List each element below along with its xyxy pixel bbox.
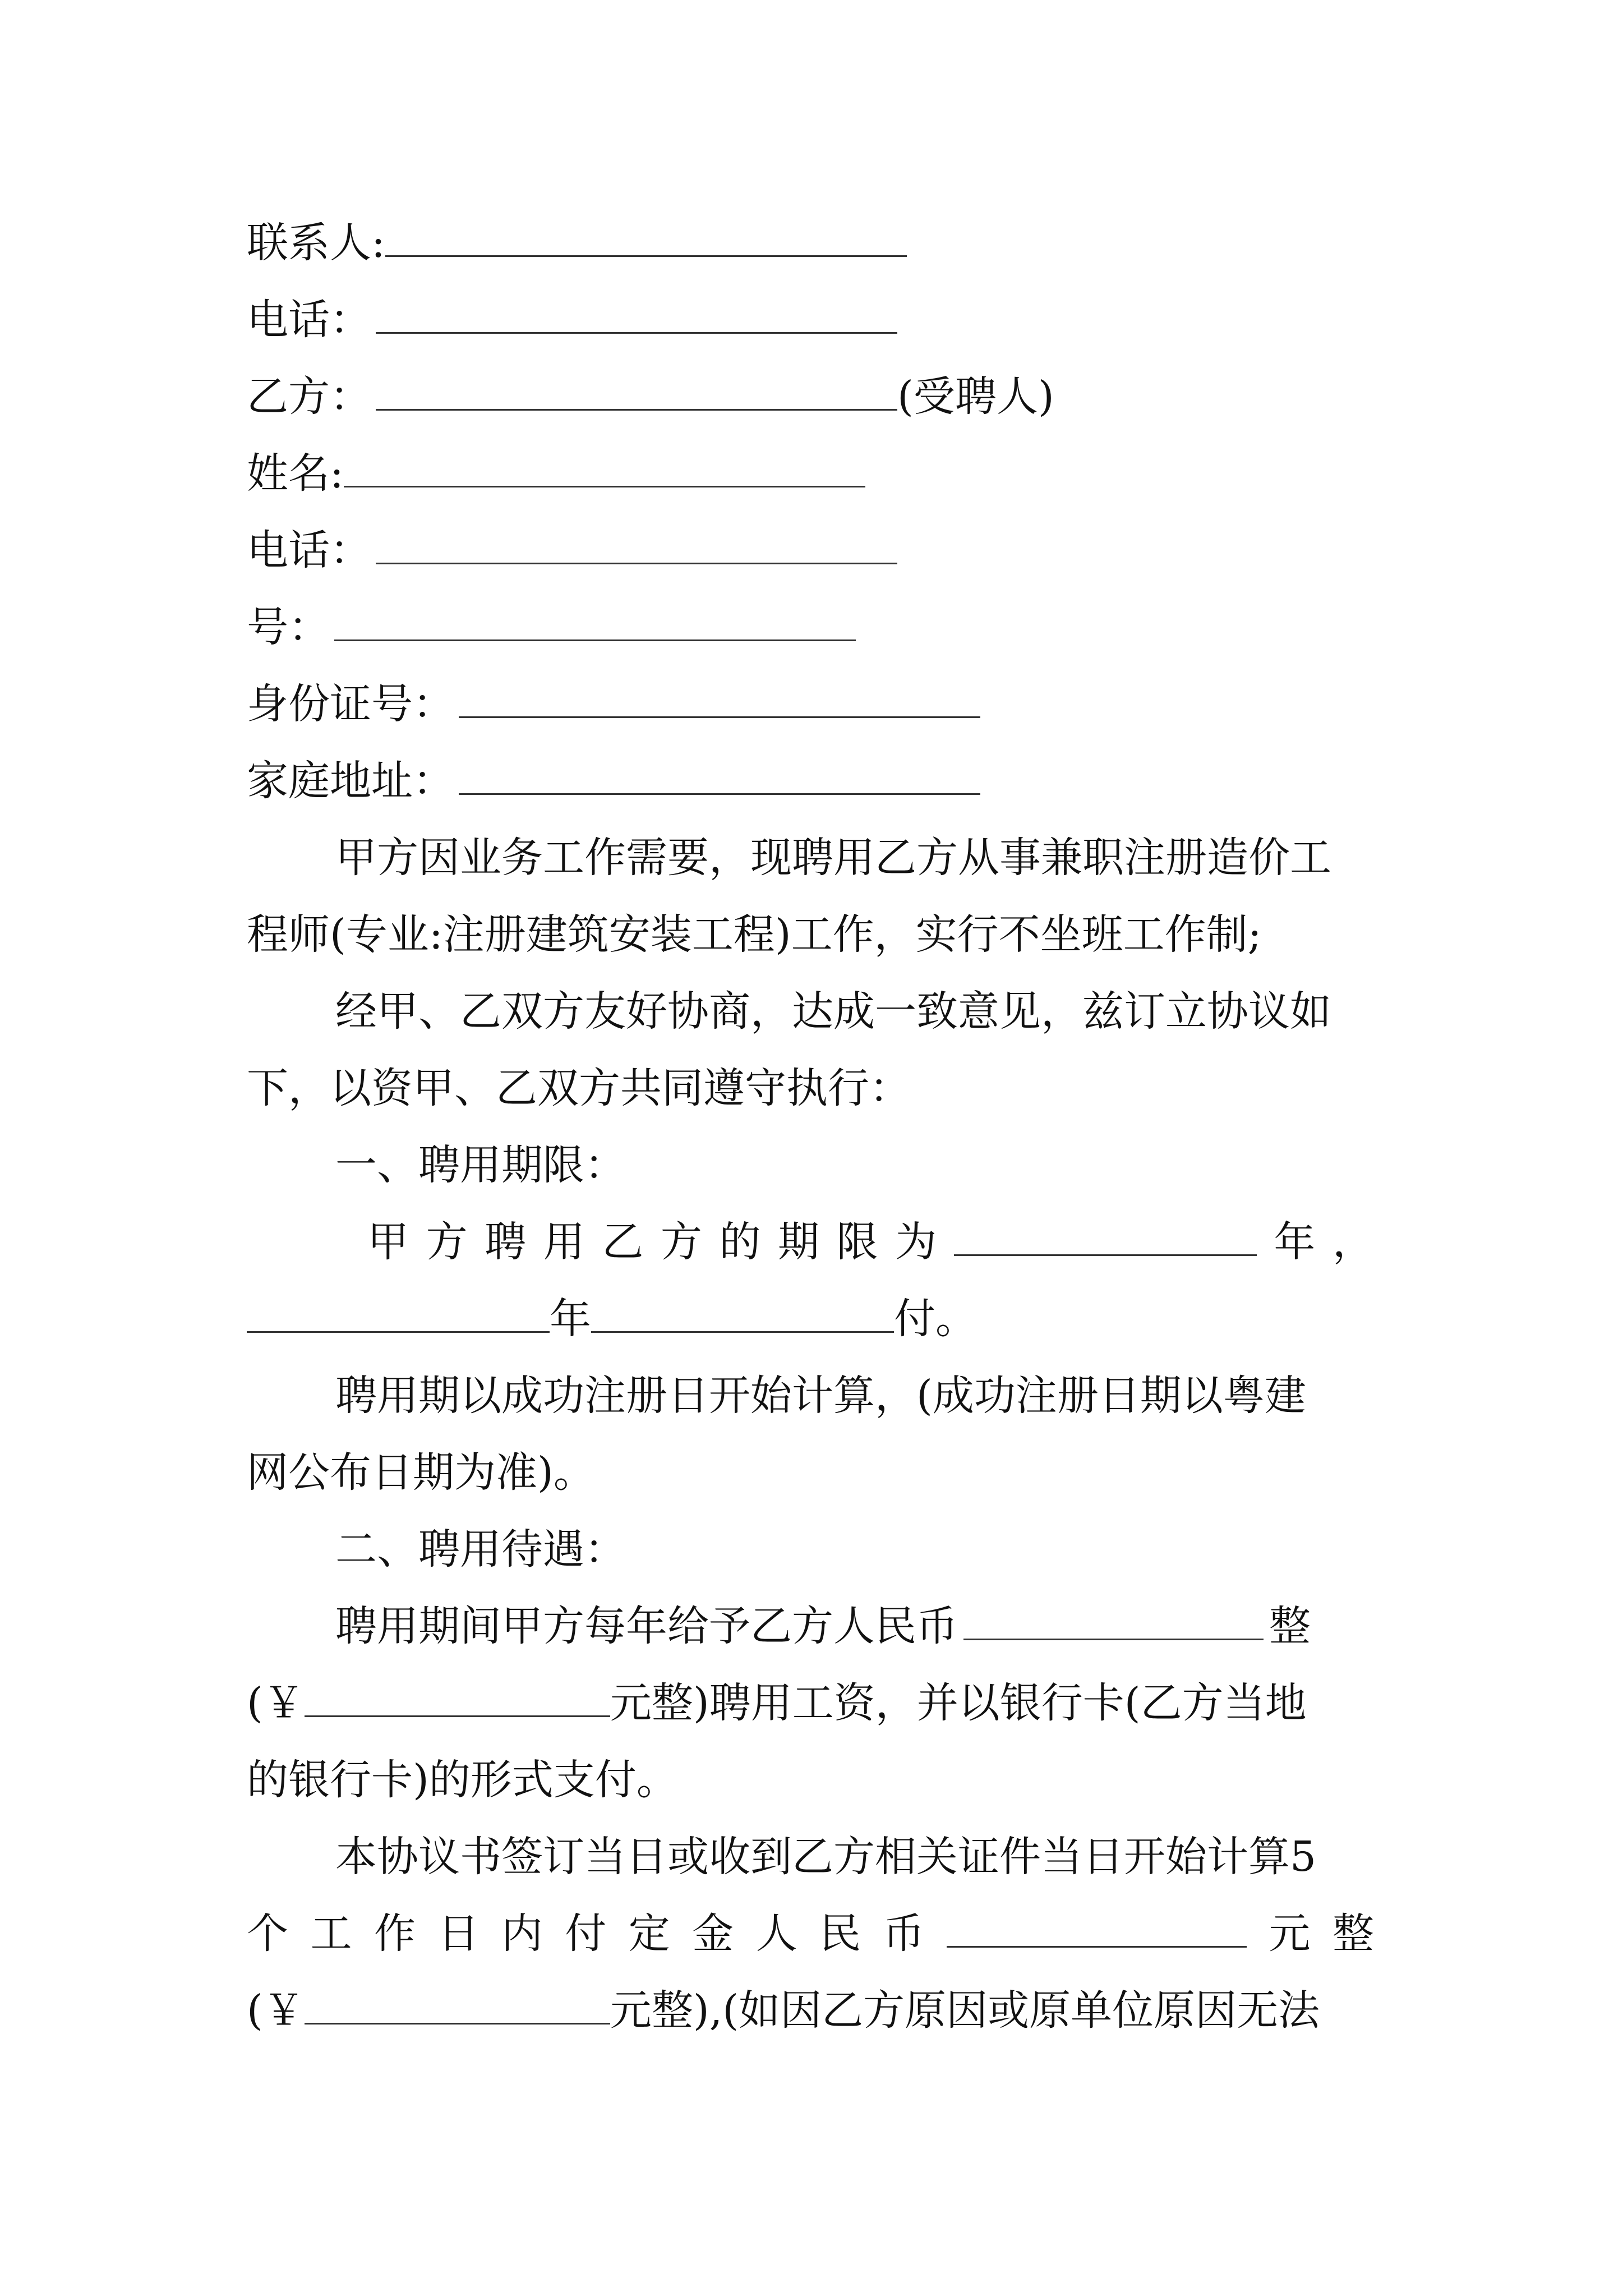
- deposit-char: 付: [565, 1910, 607, 1958]
- party-b-label: 乙方：: [247, 372, 371, 421]
- deposit-line-3-suffix: 元整),(如因乙方原因或原单位原因无法: [610, 1986, 1320, 2035]
- pay-amount-words-blank: [963, 1604, 1264, 1640]
- intro-line-2: 程师(专业:注册建筑安装工程)工作，实行不坐班工作制;: [247, 910, 1262, 959]
- deposit-char: 个: [247, 1910, 288, 1958]
- phone-blank: [376, 297, 897, 334]
- deposit-char: 人: [755, 1910, 797, 1958]
- period-line-1: 聘用期以成功注册日开始计算，(成功注册日期以粤建: [335, 1372, 1306, 1420]
- deposit-line-3: [247, 1982, 1374, 2039]
- pay-amount-blank: [305, 1681, 610, 1717]
- term-year-mark: 年: [1274, 1218, 1316, 1266]
- intro-line-3: 经甲、乙双方友好协商，达成一致意见，兹订立协议如: [335, 987, 1331, 1036]
- term-line-2-year: 年: [550, 1295, 591, 1343]
- term-char: 为: [895, 1218, 937, 1266]
- end-date-blank: [591, 1296, 894, 1333]
- term-line-1: [367, 1214, 1374, 1270]
- term-char: 聘: [485, 1218, 527, 1266]
- name-label: 姓名:: [247, 449, 344, 498]
- deposit-char: 作: [374, 1910, 416, 1958]
- address-blank: [459, 758, 980, 795]
- party-b-suffix: (受聘人): [897, 372, 1054, 421]
- name-blank: [344, 451, 865, 487]
- number-blank: [334, 605, 856, 641]
- term-char: 用: [543, 1218, 585, 1266]
- intro-line-1: 甲方因业务工作需要，现聘用乙方从事兼职注册造价工: [335, 834, 1331, 882]
- id-blank: [459, 682, 980, 718]
- deposit-char: 工: [310, 1910, 352, 1958]
- address-field: [247, 753, 1374, 809]
- deposit-char: 内: [501, 1910, 543, 1958]
- period-line-2: 网公布日期为准)。: [247, 1448, 595, 1497]
- phone-label: 电话：: [247, 296, 371, 344]
- term-char: 方: [660, 1218, 702, 1266]
- term-char: 的: [719, 1218, 761, 1266]
- term-char: 甲: [367, 1218, 409, 1266]
- deposit-line-2: [247, 1906, 1374, 1962]
- party-b-blank: [376, 374, 897, 411]
- phone-label: 电话：: [247, 526, 371, 574]
- start-date-blank: [247, 1296, 550, 1333]
- pay-line-1: [335, 1598, 1374, 1654]
- deposit-char: 民: [819, 1910, 861, 1958]
- term-years-blank: [954, 1220, 1257, 1256]
- address-label: 家庭地址：: [247, 757, 454, 805]
- pay-line-1-suffix: 整: [1269, 1602, 1311, 1650]
- term-char: 限: [836, 1218, 878, 1266]
- deposit-char: 日: [437, 1910, 479, 1958]
- term-line-2-end: 付。: [894, 1295, 977, 1343]
- deposit-suffix-char: 整: [1332, 1910, 1374, 1958]
- pay-line-3: 的银行卡)的形式支付。: [247, 1756, 678, 1804]
- pay-line-2: [247, 1675, 1374, 1731]
- term-line-2: [247, 1291, 1374, 1347]
- deposit-amount-words-blank: [947, 1911, 1247, 1948]
- contact-blank: [385, 220, 907, 257]
- deposit-char: 金: [692, 1910, 734, 1958]
- id-label: 身份证号：: [247, 680, 454, 728]
- contact-label: 联系人:: [247, 219, 385, 267]
- deposit-char: 币: [883, 1910, 925, 1958]
- deposit-line-1: 本协议书签订当日或收到乙方相关证件当日开始计算5: [335, 1833, 1317, 1881]
- deposit-suffix-char: 元: [1269, 1910, 1311, 1958]
- phone-field-1: [247, 292, 1374, 348]
- deposit-amount-blank: [305, 1988, 610, 2024]
- number-label: 号：: [247, 603, 330, 651]
- term-comma: ，: [1332, 1218, 1374, 1266]
- section-1-heading: 一、聘用期限：: [335, 1141, 626, 1189]
- term-char: 期: [778, 1218, 820, 1266]
- party-b-field: [247, 369, 1374, 425]
- id-field: [247, 676, 1374, 732]
- name-field: [247, 445, 1374, 501]
- deposit-line-3-prefix: (￥: [247, 1986, 305, 2035]
- number-field: [247, 599, 1374, 655]
- pay-line-2-suffix: 元整)聘用工资，并以银行卡(乙方当地: [610, 1679, 1307, 1727]
- pay-line-1-prefix: 聘用期间甲方每年给予乙方人民币: [335, 1602, 958, 1650]
- section-2-heading: 二、聘用待遇：: [335, 1525, 626, 1573]
- term-char: 乙: [602, 1218, 644, 1266]
- intro-line-4: 下，以资甲、乙双方共同遵守执行：: [247, 1064, 911, 1112]
- phone-blank: [376, 528, 897, 564]
- term-char: 方: [426, 1218, 468, 1266]
- phone-field-2: [247, 522, 1374, 578]
- deposit-char: 定: [628, 1910, 670, 1958]
- pay-line-2-prefix: (￥: [247, 1679, 305, 1727]
- contact-field: [247, 215, 1374, 271]
